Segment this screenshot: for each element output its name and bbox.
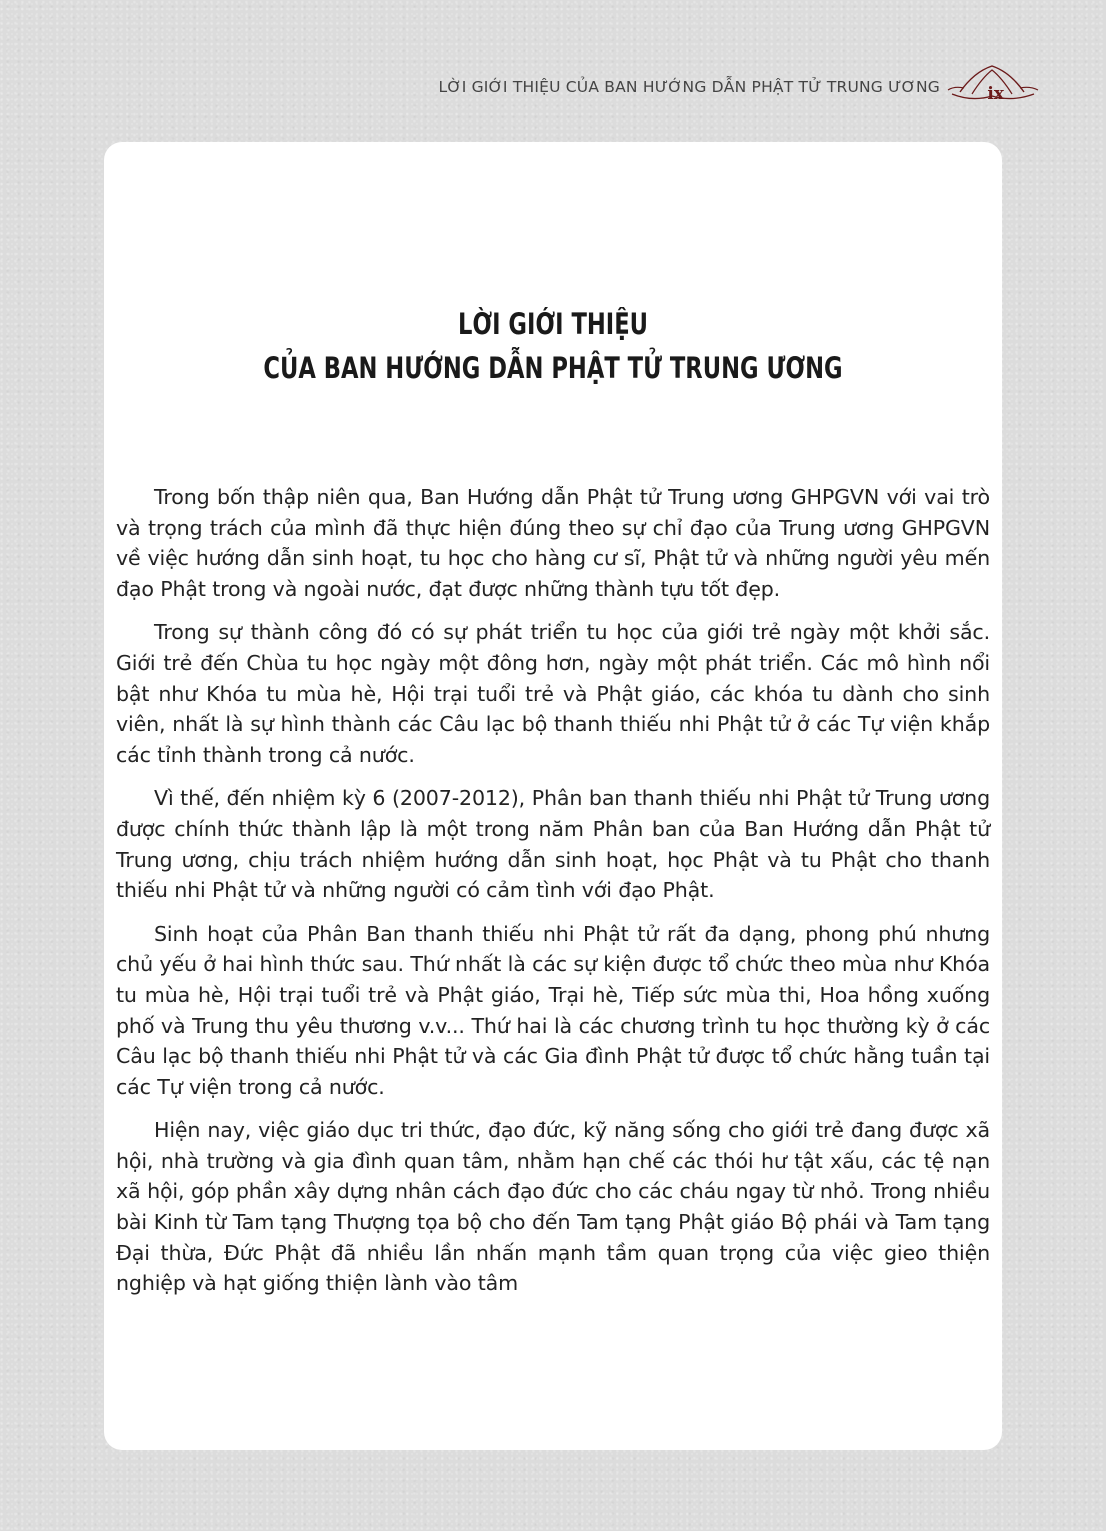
title-line-2: CỦA BAN HƯỚNG DẪN PHẬT TỬ TRUNG ƯƠNG [263, 351, 843, 385]
paragraph-1: Trong bốn thập niên qua, Ban Hướng dẫn Phật tử Trung ương GHPGVN với vai trò và trọng trách của mình đã thực hiện đúng theo sự chỉ đạo của Trung ương GHPGVN về việc hướng dẫn sinh hoạt, tu học cho hàng cư sĩ, Phật tử và những người yêu mến đạo Phật trong và ngoài nước, đạt được những thành tựu tốt đẹp. [116, 485, 990, 601]
body-text [116, 482, 990, 1312]
paragraph-3: Vì thế, đến nhiệm kỳ 6 (2007-2012), Phân ban thanh thiếu nhi Phật tử Trung ương được chính thức thành lập là một trong năm Phân ban của Ban Hướng dẫn Phật tử Trung ương, chịu trách nhiệm hướng dẫn sinh hoạt, học Phật và tu Phật cho thanh thiếu nhi Phật tử và những người có cảm tình với đạo Phật. [116, 786, 990, 903]
paragraph-4: Sinh hoạt của Phân Ban thanh thiếu nhi Phật tử rất đa dạng, phong phú nhưng chủ yếu ở hai hình thức sau. Thứ nhất là các sự kiện được tổ chức theo mùa như Khóa tu mùa hè, Hội trại tuổi trẻ và Phật giáo, Trại hè, Tiếp sức mùa thi, Hoa hồng xuống phố và Trung thu yêu thương v.v... Thứ hai là các chương trình tu học thường kỳ ở các Câu lạc bộ thanh thiếu nhi Phật tử và các Gia đình Phật tử được tổ chức hằng tuần tại các Tự viện trong cả nước. [116, 921, 990, 1099]
content-card [104, 142, 1002, 1450]
title-line-1: LỜI GIỚI THIỆU [457, 307, 649, 341]
page-number: ix [987, 84, 1004, 104]
running-header [300, 72, 1060, 112]
paragraph-2: Trong sự thành công đó có sự phát triển tu học của giới trẻ ngày một khởi sắc. Giới trẻ đến Chùa tu học ngày một đông hơn, ngày một phát triển. Các mô hình nổi bật như Khóa tu mùa hè, Hội trại tuổi trẻ và Phật giáo, các khóa tu dành cho sinh viên, nhất là sự hình thành các Câu lạc bộ thanh thiếu nhi Phật tử ở các Tự viện khắp các tỉnh thành trong cả nước. [116, 620, 990, 767]
chapter-title [104, 302, 1002, 390]
running-header-title: LỜI GIỚI THIỆU CỦA BAN HƯỚNG DẪN PHẬT TỬ TRUNG ƯƠNG [438, 78, 940, 96]
paragraph-5: Hiện nay, việc giáo dục tri thức, đạo đức, kỹ năng sống cho giới trẻ đang được xã hội, nhà trường và gia đình quan tâm, nhằm hạn chế các thói hư tật xấu, các tệ nạn xã hội, góp phần xây dựng nhân cách đạo đức cho các cháu ngay từ nhỏ. Trong nhiều bài Kinh từ Tam tạng Thượng tọa bộ cho đến Tam tạng Phật giáo Bộ phái và Tam tạng Đại thừa, Đức Phật đã nhiều lần nhấn mạnh tầm quan trọng của việc gieo thiện nghiệp và hạt giống thiện lành vào tâm [116, 1118, 990, 1296]
